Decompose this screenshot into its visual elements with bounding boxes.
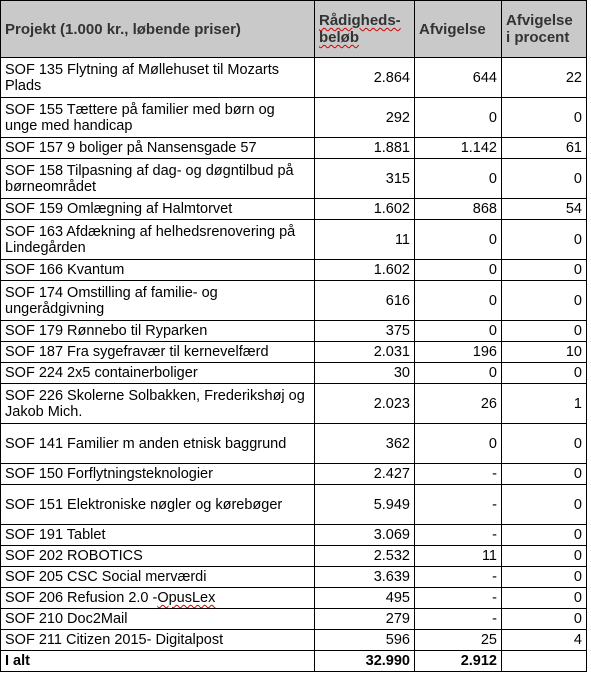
deviation-cell: - — [415, 567, 502, 588]
percent-cell: 0 — [502, 464, 587, 485]
table-row — [1, 58, 587, 98]
amount-cell: 3.069 — [315, 525, 415, 546]
percent-cell: 22 — [502, 58, 587, 98]
percent-cell: 0 — [502, 321, 587, 342]
amount-cell: 315 — [315, 159, 415, 199]
table-row — [1, 363, 587, 384]
deviation-cell: 0 — [415, 321, 502, 342]
deviation-cell: 0 — [415, 159, 502, 199]
amount-cell: 2.031 — [315, 342, 415, 363]
spellcheck-word: OpusLex — [157, 590, 216, 606]
project-name: SOF 158 Tilpasning af dag- og døgntilbud på børneområdet — [1, 159, 315, 199]
project-name: SOF 155 Tættere på familier med børn og unge med handicap — [1, 98, 315, 138]
amount-cell: 596 — [315, 630, 415, 651]
amount-cell: 279 — [315, 609, 415, 630]
deviation-cell: - — [415, 609, 502, 630]
table-row — [1, 485, 587, 525]
amount-cell: 292 — [315, 98, 415, 138]
deviation-cell: - — [415, 588, 502, 609]
project-name — [1, 588, 315, 609]
percent-cell: 0 — [502, 546, 587, 567]
table-header — [1, 1, 587, 58]
table-row — [1, 567, 587, 588]
amount-cell: 3.639 — [315, 567, 415, 588]
deviation-cell: 644 — [415, 58, 502, 98]
amount-cell: 1.602 — [315, 260, 415, 281]
header-percent-line2: i procent — [506, 29, 570, 46]
deviation-cell: 11 — [415, 546, 502, 567]
deviation-cell: 0 — [415, 424, 502, 464]
table-row — [1, 98, 587, 138]
percent-cell: 61 — [502, 138, 587, 159]
project-name: SOF 179 Rønnebo til Ryparken — [1, 321, 315, 342]
percent-cell: 0 — [502, 363, 587, 384]
amount-cell: 2.532 — [315, 546, 415, 567]
table-row — [1, 525, 587, 546]
project-name: SOF 191 Tablet — [1, 525, 315, 546]
percent-cell: 4 — [502, 630, 587, 651]
project-name: SOF 174 Omstilling af familie- og ungerådgivning — [1, 281, 315, 321]
percent-cell: 0 — [502, 159, 587, 199]
project-name: SOF 166 Kvantum — [1, 260, 315, 281]
project-name: SOF 141 Familier m anden etnisk baggrund — [1, 424, 315, 464]
total-label: I alt — [1, 651, 315, 672]
table-row — [1, 159, 587, 199]
deviation-cell: - — [415, 464, 502, 485]
amount-cell: 30 — [315, 363, 415, 384]
total-percent — [502, 651, 587, 672]
project-name: SOF 224 2x5 containerboliger — [1, 363, 315, 384]
table-row — [1, 609, 587, 630]
table-row — [1, 588, 587, 609]
project-name: SOF 159 Omlægning af Halmtorvet — [1, 199, 315, 220]
amount-cell: 5.949 — [315, 485, 415, 525]
amount-cell: 1.602 — [315, 199, 415, 220]
table-row — [1, 138, 587, 159]
table-row — [1, 321, 587, 342]
total-row — [1, 651, 587, 672]
project-name-text: SOF 206 Refusion 2.0 -OpusLex — [5, 590, 216, 606]
percent-cell: 0 — [502, 424, 587, 464]
amount-cell: 362 — [315, 424, 415, 464]
percent-cell: 0 — [502, 98, 587, 138]
header-amount — [315, 1, 415, 58]
percent-cell: 0 — [502, 609, 587, 630]
deviation-cell: 0 — [415, 220, 502, 260]
project-name: SOF 202 ROBOTICS — [1, 546, 315, 567]
project-name: SOF 205 CSC Social merværdi — [1, 567, 315, 588]
deviation-cell: 0 — [415, 281, 502, 321]
header-percent — [502, 1, 587, 58]
project-name: SOF 187 Fra sygefravær til kernevelfærd — [1, 342, 315, 363]
amount-cell: 2.427 — [315, 464, 415, 485]
percent-cell: 0 — [502, 567, 587, 588]
table-row — [1, 281, 587, 321]
header-amount-line2: beløb — [319, 29, 359, 46]
deviation-cell: 196 — [415, 342, 502, 363]
deviation-cell: - — [415, 525, 502, 546]
percent-cell: 0 — [502, 588, 587, 609]
percent-cell: 0 — [502, 260, 587, 281]
percent-cell: 0 — [502, 525, 587, 546]
deviation-cell: 0 — [415, 260, 502, 281]
project-name: SOF 226 Skolerne Solbakken, Frederikshøj og Jakob Mich. — [1, 384, 315, 424]
total-amount: 32.990 — [315, 651, 415, 672]
deviation-cell: 868 — [415, 199, 502, 220]
table-row — [1, 220, 587, 260]
header-percent-line1: Afvigelse — [506, 12, 573, 29]
table-row — [1, 260, 587, 281]
percent-cell: 0 — [502, 220, 587, 260]
table-row — [1, 199, 587, 220]
percent-cell: 0 — [502, 485, 587, 525]
table-row — [1, 342, 587, 363]
table-row — [1, 630, 587, 651]
deviation-cell: - — [415, 485, 502, 525]
amount-cell: 375 — [315, 321, 415, 342]
deviation-cell: 25 — [415, 630, 502, 651]
percent-cell: 10 — [502, 342, 587, 363]
amount-cell: 2.023 — [315, 384, 415, 424]
project-name: SOF 163 Afdækning af helhedsrenovering på Lindegården — [1, 220, 315, 260]
table-row — [1, 424, 587, 464]
total-deviation: 2.912 — [415, 651, 502, 672]
amount-cell: 11 — [315, 220, 415, 260]
project-name: SOF 211 Citizen 2015- Digitalpost — [1, 630, 315, 651]
percent-cell: 1 — [502, 384, 587, 424]
deviation-cell: 26 — [415, 384, 502, 424]
amount-cell: 616 — [315, 281, 415, 321]
amount-cell: 2.864 — [315, 58, 415, 98]
header-project: Projekt (1.000 kr., løbende priser) — [1, 1, 315, 58]
amount-cell: 495 — [315, 588, 415, 609]
project-name: SOF 157 9 boliger på Nansensgade 57 — [1, 138, 315, 159]
table-row — [1, 464, 587, 485]
amount-cell: 1.881 — [315, 138, 415, 159]
table-row — [1, 546, 587, 567]
deviation-cell: 1.142 — [415, 138, 502, 159]
deviation-cell: 0 — [415, 363, 502, 384]
project-name: SOF 150 Forflytningsteknologier — [1, 464, 315, 485]
project-name: SOF 210 Doc2Mail — [1, 609, 315, 630]
deviation-cell: 0 — [415, 98, 502, 138]
project-name: SOF 151 Elektroniske nøgler og kørebøger — [1, 485, 315, 525]
header-amount-line1: Rådigheds- — [319, 12, 401, 29]
project-name: SOF 135 Flytning af Møllehuset til Mozarts Plads — [1, 58, 315, 98]
percent-cell: 0 — [502, 281, 587, 321]
table-row — [1, 384, 587, 424]
header-deviation: Afvigelse — [415, 1, 502, 58]
percent-cell: 54 — [502, 199, 587, 220]
